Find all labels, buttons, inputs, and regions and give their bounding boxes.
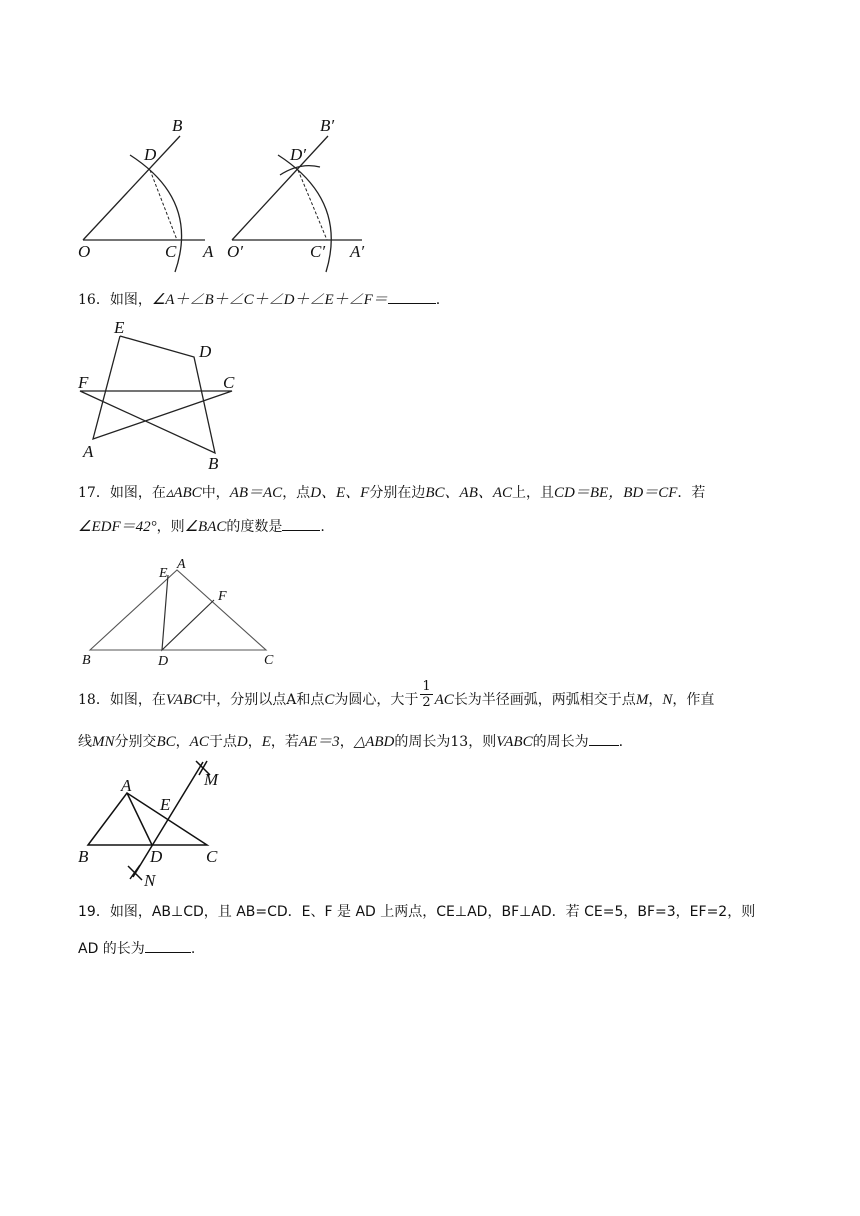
label-D: D — [158, 654, 169, 669]
q17-eq2: CD＝BE，BD＝CF — [554, 485, 678, 501]
label-M: M — [204, 770, 219, 789]
q17-sides: BC、AB、AC — [425, 485, 513, 501]
triangle-ABC — [90, 570, 266, 650]
question-17-line2 — [78, 516, 325, 537]
label-C: C — [165, 242, 177, 261]
q18-ae: AE＝3 — [298, 734, 340, 750]
question-17 — [78, 483, 705, 503]
q16-expression: ∠A＋∠B＋∠C＋∠D＋∠E＋∠F＝ — [151, 292, 388, 308]
arc-mark-N — [128, 865, 142, 880]
q18-text-h: 于点 — [208, 734, 237, 750]
q18-13: 13 — [450, 734, 469, 750]
label-O-prime: O′ — [227, 242, 243, 261]
q18-m: M — [635, 692, 649, 708]
figure-q16-star — [75, 315, 245, 475]
q18-text-i: ，若 — [270, 734, 299, 750]
q18-text-l: ，则 — [468, 734, 497, 750]
line-MN — [133, 762, 203, 877]
label-A: A — [121, 776, 132, 795]
q18-number: 18． — [78, 692, 110, 708]
q17-answer-blank[interactable] — [282, 516, 320, 531]
label-E: E — [114, 318, 125, 337]
q17-text-c: ，点 — [282, 485, 311, 501]
q18-answer-blank[interactable] — [589, 731, 619, 746]
q18-sep2: ， — [175, 734, 190, 750]
q19-number: 19． — [78, 904, 110, 920]
q17-text-g: ，则 — [156, 519, 185, 535]
q18-n: N — [662, 692, 673, 708]
q17-text-f: ．若 — [677, 485, 706, 501]
arc-small — [280, 166, 320, 175]
label-C: C — [223, 373, 235, 392]
label-F: F — [218, 589, 227, 604]
q17-text-b: 中， — [201, 485, 230, 501]
label-A: A — [203, 242, 214, 261]
q18-abd: △ABD — [353, 734, 395, 750]
label-C: C — [264, 653, 274, 668]
q18-text-b: 中，分别以点A和点 — [202, 692, 325, 708]
figure-q17-triangle — [78, 554, 288, 669]
q18-d: D — [236, 734, 248, 750]
q16-answer-blank[interactable] — [388, 289, 436, 304]
question-18-line2 — [78, 731, 623, 752]
label-B: B — [78, 847, 89, 866]
q17-triangle: ▵ABC — [165, 485, 202, 501]
label-A-prime: A′ — [350, 242, 365, 261]
q18-sep3: ， — [247, 734, 262, 750]
label-E: E — [160, 795, 171, 814]
q19-end: . — [190, 941, 196, 957]
dashed-DC — [150, 170, 177, 240]
question-19-line2 — [78, 938, 195, 959]
question-19 — [78, 902, 755, 922]
q17-points: D、E、F — [310, 485, 370, 501]
q18-text-d: 长为半径画弧，两弧相交于点 — [453, 692, 636, 708]
q17-text-a: 如图，在 — [109, 485, 166, 501]
q17-number: 17． — [78, 485, 110, 501]
label-B: B — [208, 454, 219, 473]
q18-text-f: 线 — [78, 734, 92, 750]
q18-end: . — [618, 734, 624, 750]
label-D: D — [199, 342, 212, 361]
dashed-DC-prime — [298, 170, 327, 240]
figure-q18-triangle — [75, 755, 235, 890]
q18-text-k: 的周长为 — [394, 734, 451, 750]
q16-text: 如图， — [109, 292, 152, 308]
q17-eq3: ∠EDF＝42° — [78, 519, 157, 535]
q19-text-line1: 如图，AB⊥CD，且 AB=CD．E、F 是 AD 上两点，CE⊥AD，BF⊥AD．若 CE=5，BF=3，EF=2，则 — [109, 904, 756, 920]
q18-ac: AC — [434, 692, 454, 708]
q18-e: E — [261, 734, 271, 750]
q18-point-c: C — [324, 692, 335, 708]
q18-mn: MN — [92, 734, 115, 750]
label-A: A — [177, 557, 186, 572]
q17-text-h: 的度数是 — [226, 519, 283, 535]
label-B: B — [172, 116, 183, 135]
q17-text-e: 上，且 — [512, 485, 555, 501]
label-C: C — [206, 847, 218, 866]
q18-bc: BC — [156, 734, 176, 750]
q18-sep1: ， — [648, 692, 663, 708]
q17-end: . — [320, 519, 325, 535]
triangle-EDF — [162, 575, 214, 650]
label-D: D — [144, 145, 157, 164]
label-O: O — [78, 242, 91, 261]
q17-text-d: 分别在边 — [369, 485, 426, 501]
q18-triangle: VABC — [165, 692, 203, 708]
figure-angle-construction — [70, 110, 390, 270]
label-B: B — [82, 653, 91, 668]
label-F: F — [78, 373, 89, 392]
q18-triangle2: VABC — [496, 734, 533, 750]
label-A: A — [83, 442, 94, 461]
ray-OB-prime — [232, 136, 328, 240]
question-16 — [78, 289, 440, 310]
q19-answer-blank[interactable] — [145, 938, 191, 953]
label-D: D — [150, 847, 163, 866]
q18-text-g: 分别交 — [114, 734, 157, 750]
q16-number: 16． — [78, 292, 110, 308]
q19-text-line2: AD 的长为 — [78, 941, 145, 957]
label-B-prime: B′ — [320, 116, 335, 135]
q18-text-m: 的周长为 — [532, 734, 589, 750]
q18-text-a: 如图，在 — [109, 692, 166, 708]
label-N: N — [144, 871, 156, 890]
label-C-prime: C′ — [310, 242, 326, 261]
question-18 — [78, 678, 715, 710]
label-E: E — [159, 566, 168, 581]
q17-eq1: AB＝AC — [229, 485, 283, 501]
q18-text-c: 为圆心，大于 — [334, 692, 419, 708]
q18-ac2: AC — [189, 734, 209, 750]
q18-text-j: ， — [339, 734, 354, 750]
q16-end: . — [435, 292, 441, 308]
q18-text-e: ，作直 — [672, 692, 715, 708]
label-D-prime: D′ — [290, 145, 306, 164]
q17-angle: ∠BAC — [184, 519, 227, 535]
q18-fraction: $\frac{1}{2}$ — [422, 678, 431, 710]
